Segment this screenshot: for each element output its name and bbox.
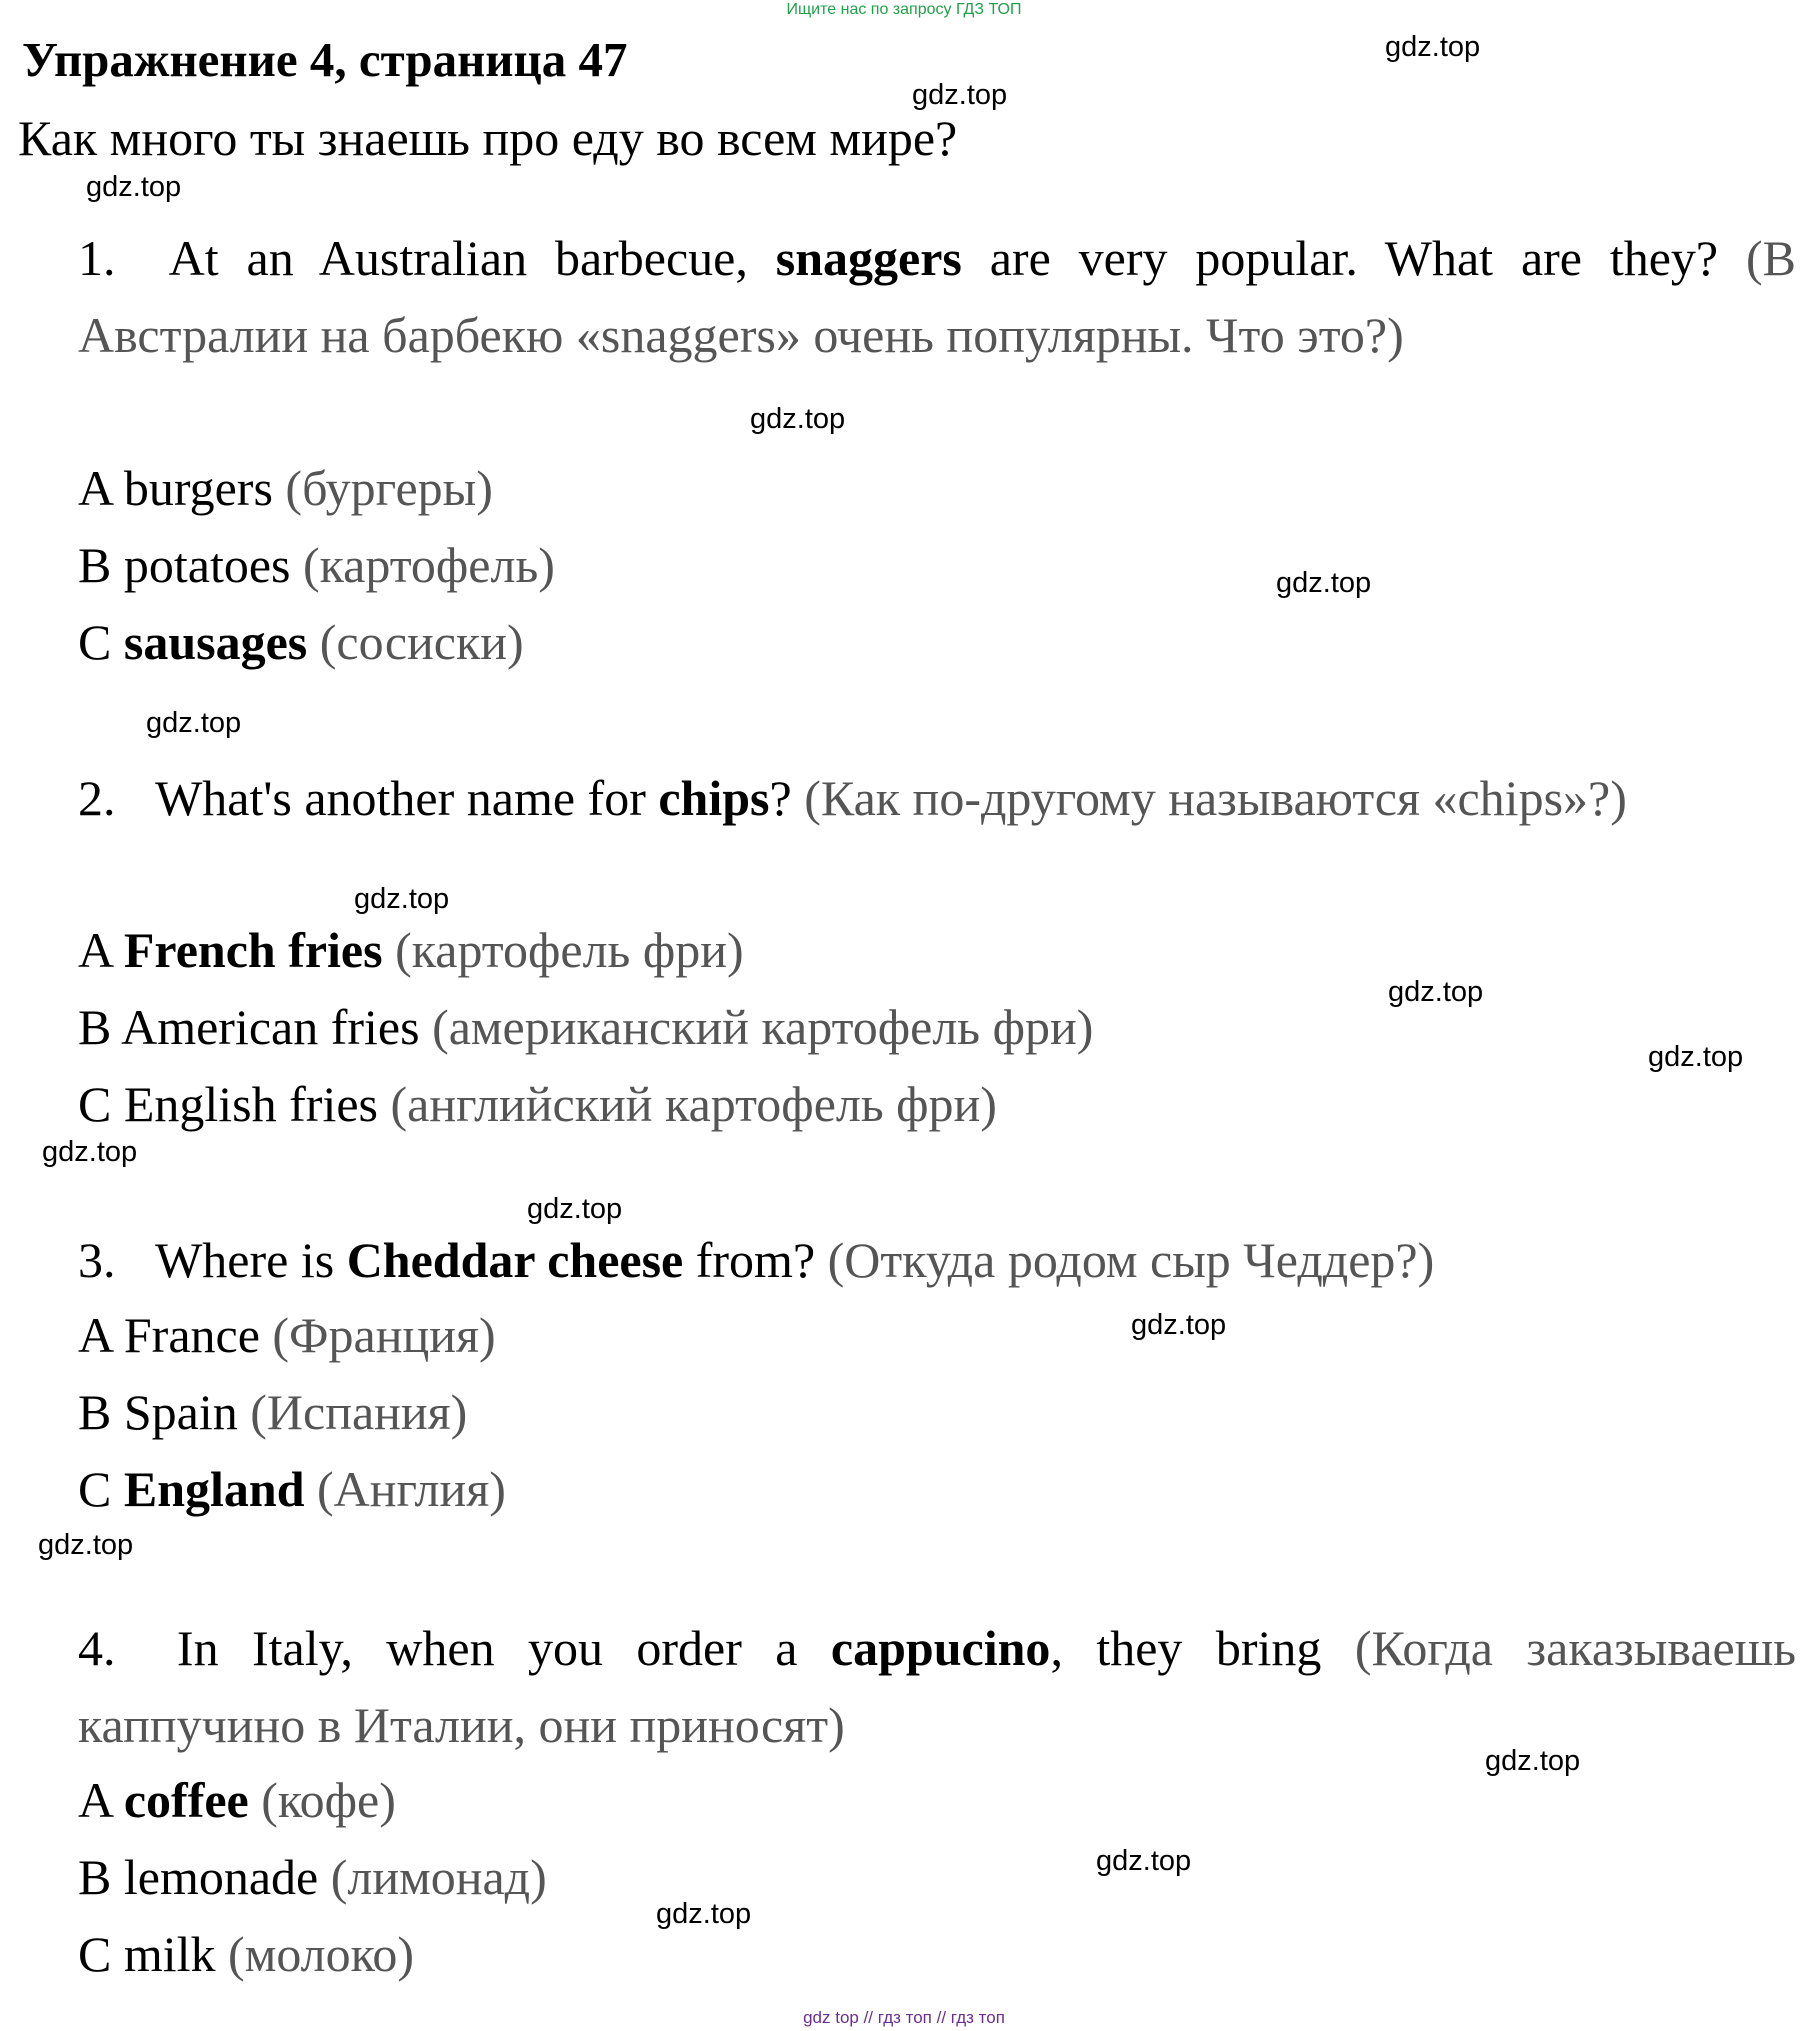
watermark: gdz.top [146, 707, 242, 739]
option-text: coffee [123, 1772, 249, 1828]
option-text: England [123, 1461, 305, 1517]
question-3 [78, 1222, 1796, 1299]
watermark: gdz.top [1648, 1041, 1744, 1073]
question-translation: (Когда заказываешь каппучино в Италии, они приносят) [78, 1620, 1797, 1753]
question-translation: (В Австралии на барбекю «snaggers» очень популярны. Что это?) [78, 230, 1797, 363]
q3-option-b [78, 1382, 467, 1442]
option-translation: (Франция) [272, 1307, 496, 1363]
option-letter: A [78, 1772, 112, 1828]
page-title: Упражнение 4, страница 47 [22, 32, 628, 87]
q2-option-b [78, 997, 1093, 1057]
footer-watermark: gdz top // гдз топ // гдз топ [803, 2008, 1005, 2027]
question-text-end: , they bring [1050, 1620, 1322, 1676]
watermark: gdz.top [656, 1898, 752, 1930]
q3-option-c [78, 1459, 506, 1519]
option-text: French fries [123, 922, 383, 978]
option-letter: C [78, 1461, 112, 1517]
option-letter: B [78, 1849, 112, 1905]
option-letter: B [78, 1384, 112, 1440]
question-translation: (Откуда родом сыр Чеддер?) [827, 1232, 1435, 1288]
option-translation: (сосиски) [319, 614, 524, 670]
option-translation: (Испания) [250, 1384, 468, 1440]
question-keyword: Cheddar cheese [346, 1232, 684, 1288]
option-letter: A [78, 922, 112, 978]
option-text: France [123, 1307, 260, 1363]
question-keyword: chips [658, 770, 770, 826]
option-letter: B [78, 999, 112, 1055]
option-letter: C [78, 1926, 112, 1982]
watermark: gdz.top [354, 883, 450, 915]
q3-option-a [78, 1305, 496, 1365]
question-keyword: snaggers [775, 230, 962, 286]
page-subtitle: Как много ты знаешь про еду во всем мире? [18, 110, 958, 166]
question-2 [78, 760, 1796, 837]
option-translation: (английский картофель фри) [390, 1076, 997, 1132]
watermark: gdz.top [38, 1529, 134, 1561]
q2-option-c [78, 1074, 997, 1134]
watermark: gdz.top [86, 171, 182, 203]
watermark: gdz.top [1388, 976, 1484, 1008]
question-text: Where is [155, 1232, 335, 1288]
watermark: gdz.top [1385, 31, 1481, 63]
question-text-end: ? [769, 770, 792, 826]
question-keyword: cappucino [830, 1620, 1051, 1676]
option-text: lemonade [123, 1849, 319, 1905]
question-4 [78, 1610, 1796, 1764]
question-number: 1. [78, 230, 116, 286]
question-number: 2. [78, 770, 116, 826]
option-text: potatoes [123, 537, 291, 593]
option-translation: (картофель) [303, 537, 555, 593]
option-translation: (бургеры) [285, 460, 493, 516]
option-text: English fries [123, 1076, 378, 1132]
question-1 [78, 220, 1796, 374]
option-letter: C [78, 614, 112, 670]
option-translation: (американский картофель фри) [432, 999, 1094, 1055]
option-letter: A [78, 1307, 112, 1363]
question-number: 3. [78, 1232, 116, 1288]
q1-option-a [78, 458, 493, 518]
option-translation: (Англия) [317, 1461, 506, 1517]
q4-option-b [78, 1847, 547, 1907]
question-text: At an Australian barbecue, [168, 230, 748, 286]
question-text: What's another name for [155, 770, 646, 826]
question-text-end: from? [695, 1232, 816, 1288]
option-text: sausages [123, 614, 308, 670]
watermark: gdz.top [527, 1193, 623, 1225]
option-text: American fries [121, 999, 420, 1055]
q4-option-c [78, 1924, 414, 1984]
watermark: gdz.top [1276, 567, 1372, 599]
watermark: gdz.top [1131, 1309, 1227, 1341]
option-letter: C [78, 1076, 112, 1132]
option-text: milk [123, 1926, 216, 1982]
question-translation: (Как по-другому называются «chips»?) [804, 770, 1627, 826]
question-text-end: are very popular. What are they? [989, 230, 1719, 286]
watermark: gdz.top [750, 403, 846, 435]
watermark: gdz.top [42, 1136, 138, 1168]
option-translation: (лимонад) [330, 1849, 547, 1905]
question-number: 4. [78, 1620, 116, 1676]
q1-option-c [78, 612, 524, 672]
watermark: gdz.top [1096, 1845, 1192, 1877]
option-text: Spain [123, 1384, 238, 1440]
question-text: In Italy, when you order a [176, 1620, 798, 1676]
watermark: gdz.top [912, 79, 1008, 111]
option-translation: (картофель фри) [395, 922, 744, 978]
q4-option-a [78, 1770, 396, 1830]
option-text: burgers [123, 460, 273, 516]
option-letter: B [78, 537, 112, 593]
option-translation: (молоко) [228, 1926, 415, 1982]
watermark: gdz.top [1485, 1745, 1581, 1777]
option-letter: A [78, 460, 112, 516]
q2-option-a [78, 920, 744, 980]
q1-option-b [78, 535, 555, 595]
option-translation: (кофе) [261, 1772, 396, 1828]
top-banner: Ищите нас по запросу ГДЗ ТОП [786, 1, 1022, 18]
